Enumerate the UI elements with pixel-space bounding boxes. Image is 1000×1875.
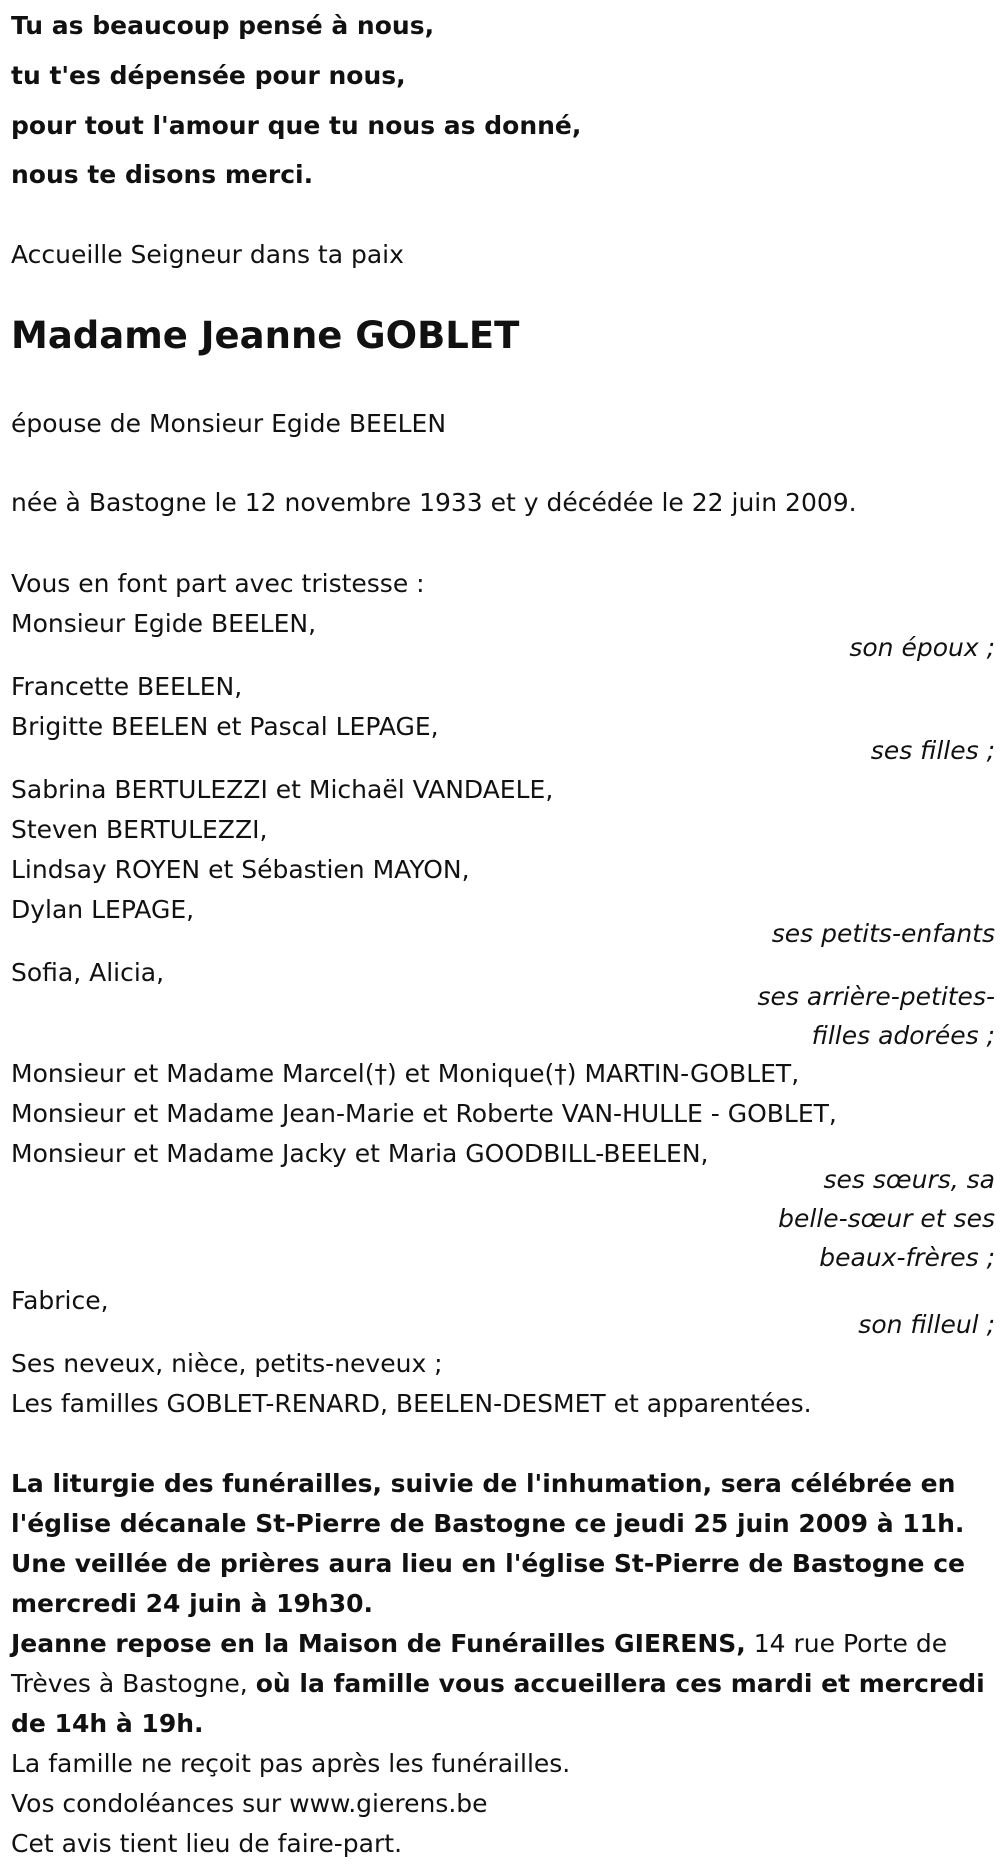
family-name-line: Francette BEELEN, [11,672,243,701]
family-name-line: Monsieur et Madame Marcel(†) et Monique(†) MARTIN-GOBLET, [11,1059,800,1088]
poem-line: nous te disons merci. [11,160,314,189]
family-role: son filleul ; [858,1310,995,1339]
family-name-line: Monsieur et Madame Jean-Marie et Roberte VAN-HULLE - GOBLET, [11,1099,837,1128]
family-name-line: Lindsay ROYEN et Sébastien MAYON, [11,855,470,884]
family-role: belle-sœur et ses [778,1204,995,1233]
family-name-line: Sabrina BERTULEZZI et Michaël VANDAELE, [11,775,554,804]
deceased-name: Madame Jeanne GOBLET [11,314,520,357]
birth-death-line: née à Bastogne le 12 novembre 1933 et y décédée le 22 juin 2009. [11,488,857,517]
family-role: ses filles ; [870,736,995,765]
family-name-line: Fabrice, [11,1286,109,1315]
funeral-line-normal: Trèves à Bastogne, [11,1669,256,1698]
funeral-line: de 14h à 19h. [11,1709,204,1738]
poem-line: tu t'es dépensée pour nous, [11,61,406,90]
poem-line: Tu as beaucoup pensé à nous, [11,11,435,40]
others-line: Ses neveux, nièce, petits-neveux ; [11,1349,443,1378]
others-line: Les familles GOBLET-RENARD, BEELEN-DESMET et apparentées. [11,1389,812,1418]
family-name-line: Sofia, Alicia, [11,958,165,987]
family-name-line: Brigitte BEELEN et Pascal LEPAGE, [11,712,439,741]
family-name-line: Steven BERTULEZZI, [11,815,268,844]
funeral-line-bold: Jeanne repose en la Maison de Funérailles GIERENS, [11,1629,746,1658]
family-name-line: Monsieur Egide BEELEN, [11,609,317,638]
intro-line: Vous en font part avec tristesse : [11,569,425,598]
closing-line: Vos condoléances sur www.gierens.be [11,1789,488,1818]
funeral-line [11,1624,947,1664]
funeral-line: Une veillée de prières aura lieu en l'église St-Pierre de Bastogne ce [11,1549,965,1578]
spouse-line: épouse de Monsieur Egide BEELEN [11,409,447,438]
family-role: beaux-frères ; [819,1243,995,1272]
family-role: ses sœurs, sa [823,1165,995,1194]
funeral-line-normal: 14 rue Porte de [745,1629,948,1658]
funeral-line: mercredi 24 juin à 19h30. [11,1589,373,1618]
funeral-line [11,1664,985,1704]
funeral-line: La liturgie des funérailles, suivie de l'inhumation, sera célébrée en [11,1469,956,1498]
poem-line: pour tout l'amour que tu nous as donné, [11,111,582,140]
funeral-line: l'église décanale St-Pierre de Bastogne ce jeudi 25 juin 2009 à 11h. [11,1509,965,1538]
family-role: ses petits-enfants [771,919,995,948]
closing-line: Cet avis tient lieu de faire-part. [11,1829,403,1858]
family-name-line: Dylan LEPAGE, [11,895,195,924]
family-name-line: Monsieur et Madame Jacky et Maria GOODBILL-BEELEN, [11,1139,709,1168]
closing-line: La famille ne reçoit pas après les funérailles. [11,1749,571,1778]
prayer-line: Accueille Seigneur dans ta paix [11,240,404,269]
family-role: son époux ; [849,633,995,662]
funeral-line-bold: où la famille vous accueillera ces mardi et mercredi [255,1669,985,1698]
family-role: filles adorées ; [811,1021,995,1050]
family-role: ses arrière-petites- [757,982,995,1011]
